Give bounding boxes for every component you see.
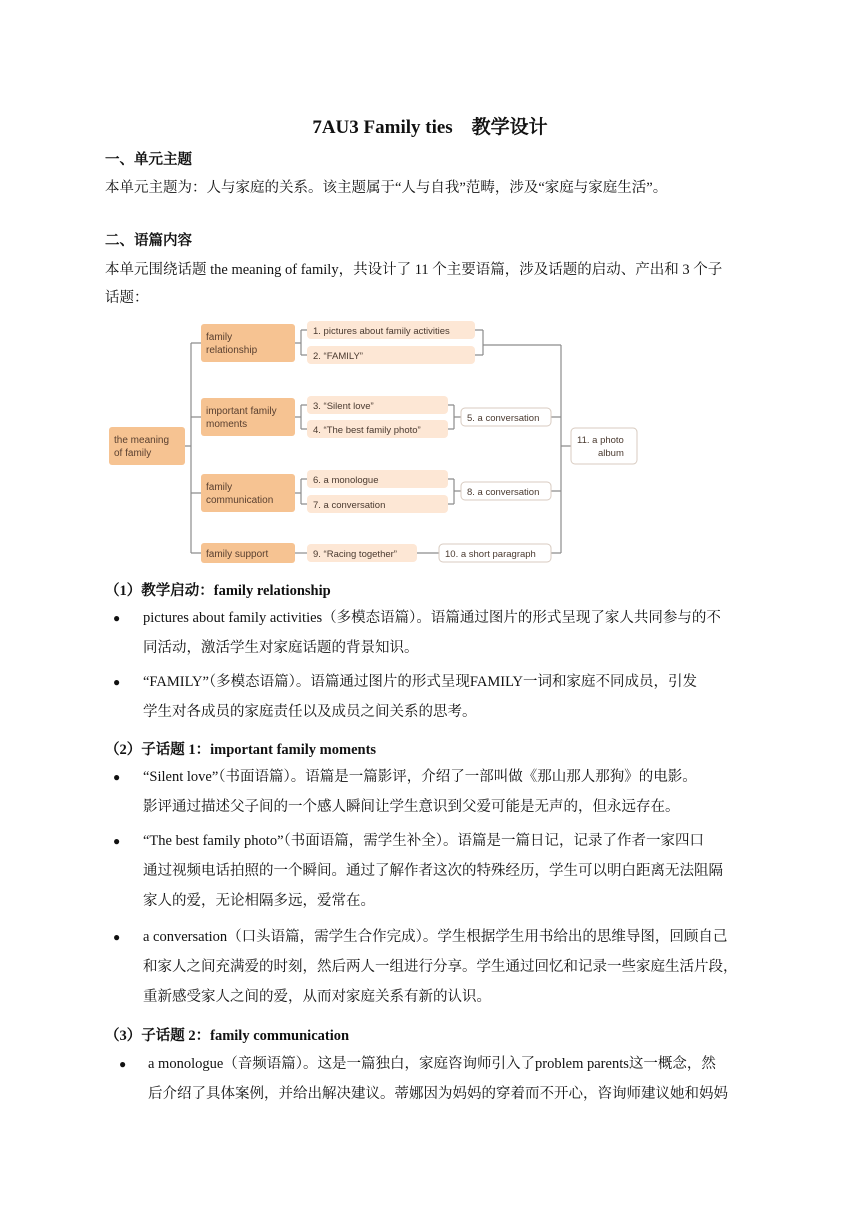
branch-family-support [201,543,295,563]
part2-bullet3-line3: 重新感受家人之间的爱，从而对家庭关系有新的认识。 [143,989,491,1005]
svg-text:6. a monologue: 6. a monologue [313,475,379,486]
branch2-line1: important family [206,406,277,417]
branch2-line2: moments [206,419,248,430]
svg-text:1. pictures about family activ: 1. pictures about family activities [313,326,450,337]
part3-bullet1-line1: a monologue（音频语篇）。这是一篇独白，家庭咨询师引入了problem parents这一概念，然 [148,1056,716,1072]
svg-text:8. a conversation: 8. a conversation [467,487,540,498]
part3-heading: （3）子话题 2：family communication [105,1028,350,1044]
leaf-racing-together [307,544,417,562]
bullet-icon: ● [119,1057,127,1071]
branch4-line1: family support [206,549,269,560]
branch-family-relationship [201,324,295,362]
leaf-monologue [307,470,448,488]
branch3-line1: family [206,482,233,493]
mindmap-root-node [109,427,185,465]
svg-text:5. a conversation: 5. a conversation [467,413,540,424]
svg-text:7. a conversation: 7. a conversation [313,500,386,511]
branch1-line2: relationship [206,345,258,356]
branch1-line1: family [206,332,233,343]
part2-heading: （2）子话题 1：important family moments [105,742,377,758]
part1-bullet2-line1: “FAMILY”（多模态语篇）。语篇通过图片的形式呈现FAMILY一词和家庭不同成员，引发 [143,674,697,690]
part2-bullet2-line3: 家人的爱，无论相隔多远，爱常在。 [143,893,375,909]
part1-bullet1-line1: pictures about family activities（多模态语篇）。语篇通过图片的形式呈现了家人共同参与的不 [143,610,721,626]
svg-text:album: album [598,448,624,459]
leaf-silent-love [307,396,448,414]
part2-bullet1-line2: 影评通过描述父子间的一个感人瞬间让学生意识到父爱可能是无声的，但永远存在。 [143,799,680,815]
root-line1: the meaning [114,435,170,446]
part1-bullet1-line2: 同活动，激活学生对家庭话题的背景知识。 [143,640,419,656]
leaf-family [307,346,475,364]
leaf-conversation-7 [307,495,448,513]
branch-important-family-moments [201,398,295,436]
part2-bullet1-line1: “Silent love”（书面语篇）。语篇是一篇影评，介绍了一部叫做《那山那人那狗》的电影。 [143,769,697,785]
svg-text:10. a short paragraph: 10. a short paragraph [445,549,536,560]
page-title: 7AU3 Family ties 教学设计 [312,117,548,138]
svg-text:9. “Racing together”: 9. “Racing together” [313,549,397,560]
part1-bullet2-line2: 学生对各成员的家庭责任以及成员之间关系的思考。 [143,704,477,720]
section2-text-line2: 话题： [105,290,149,306]
part3-bullet1-line2: 后介绍了具体案例，并给出解决建议。蒂娜因为妈妈的穿着而不开心，咨询师建议她和妈妈 [148,1086,728,1102]
part2-bullet2-line1: “The best family photo”（书面语篇，需学生补全）。语篇是一篇日记，记录了作者一家四口 [143,833,705,849]
branch3-line2: communication [206,495,274,506]
merge-conversation-8 [461,482,551,500]
svg-text:3. “Silent love”: 3. “Silent love” [313,401,374,412]
bullet-icon: ● [113,675,121,689]
section1-text: 本单元主题为：人与家庭的关系。该主题属于“人与自我”范畴，涉及“家庭与家庭生活”。 [105,180,668,196]
branch-family-communication [201,474,295,512]
merge-conversation-5 [461,408,551,426]
section2-heading: 二、语篇内容 [105,233,192,249]
bullet-icon: ● [113,611,121,625]
svg-text:2. “FAMILY”: 2. “FAMILY” [313,351,363,362]
part2-bullet2-line2: 通过视频电话拍照的一个瞬间。通过了解作者这次的特殊经历，学生可以明白距离无法阻隔 [143,863,723,879]
merge-short-paragraph [439,544,551,562]
part2-bullet3-line2: 和家人之间充满爱的时刻，然后两人一组进行分享。学生通过回忆和记录一些家庭生活片段， [143,959,738,975]
bullet-icon: ● [113,834,121,848]
bullet-icon: ● [113,770,121,784]
section2-text-line1: 本单元围绕话题 the meaning of family，共设计了 11 个主要语篇，涉及话题的启动、产出和 3 个子 [105,262,723,278]
final-photo-album [571,428,637,464]
root-line2: of family [114,448,152,459]
part2-bullet3-line1: a conversation（口头语篇，需学生合作完成）。学生根据学生用书给出的思维导图，回顾自己 [143,929,728,945]
part1-heading: （1）教学启动：family relationship [105,583,331,599]
svg-text:11. a photo: 11. a photo [577,435,624,446]
mindmap-diagram [105,315,645,567]
leaf-pictures [307,321,475,339]
leaf-best-photo [307,420,448,438]
svg-text:4. “The best family photo”: 4. “The best family photo” [313,425,421,436]
section1-heading: 一、单元主题 [105,152,192,168]
bullet-icon: ● [113,930,121,944]
